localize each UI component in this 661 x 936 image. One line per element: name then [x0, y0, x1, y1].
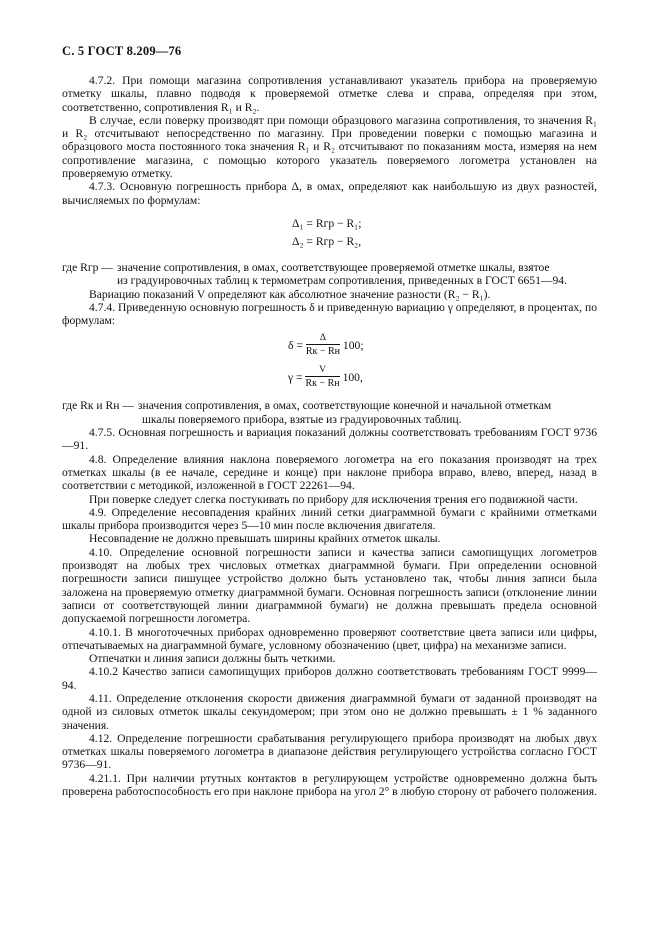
where-cont-rgr: из градуировочных таблиц к термометрам сопротивления, приведенных в ГОСТ 6651—94.: [117, 274, 567, 288]
paragraph-prints: Отпечатки и линия записи должны быть четкими.: [89, 652, 336, 666]
paragraph-4-7-5: 4.7.5. Основная погрешность и вариация показаний должны соответствовать требованиям ГОСТ 9736—91.: [62, 426, 597, 453]
formula-delta-denominator: Rк − Rн: [305, 346, 341, 358]
paragraph-variation: Вариацию показаний V определяют как абсолютное значение разности (R₂ − R₁).: [89, 287, 491, 301]
formula-block-delta: [62, 211, 597, 259]
document-body: [62, 74, 597, 798]
formula-delta-numerator: Δ: [306, 333, 340, 345]
where-text-rgr: значение сопротивления, в омах, соответствующее проверяемой отметке шкалы, взятое: [116, 260, 550, 274]
formula-delta-2: Δ₂ = Rгр − R₂,: [292, 234, 362, 248]
formula-delta-1: Δ₁ = Rгр − R₁;: [292, 216, 362, 230]
paragraph-4-10-1: 4.10.1. В многоточечных приборах одновременно проверяют соответствие цвета записи или цифры, отпечатываемых на диаграммной бумаге, условному обозначению (цвет, цифра) на механизме записи.: [62, 625, 597, 652]
formula-delta-percent: [288, 333, 364, 357]
paragraph-4-11: 4.11. Определение отклонения скорости движения диаграммной бумаги от заданной производят на одной из силовых отметок шкалы секундомером; при этом оно не должно превышать ± 1 % заданного значения.: [62, 691, 597, 732]
where-cont-rk-rn: шкалы поверяемого прибора, взятые из градуировочных таблиц.: [142, 412, 462, 426]
formula-gamma-rhs: 100,: [342, 370, 363, 384]
where-block-rk-rn: [62, 399, 597, 412]
where-label-rgr: где Rгр —: [62, 260, 113, 274]
where-label-rk-rn: где Rк и Rн —: [62, 399, 134, 413]
formula-gamma-lhs: γ =: [288, 370, 303, 384]
formula-gamma-percent: [288, 365, 363, 389]
where-block-rgr: [62, 261, 597, 274]
paragraph-4-7-2: 4.7.2. При помощи магазина сопротивления устанавливают указатель прибора на проверяемую отметку шкалы, плавно подводя к проверяемой отметке слева и справа, определяя при этом, соответственно, сопротивления R₁ и R₂.: [62, 74, 597, 114]
formula-delta-rhs: 100;: [342, 338, 364, 352]
paragraph-4-10: 4.10. Определение основной погрешности записи и качества записи самопищущих логометров производят на любых трех числовых отметках диаграммной бумаги. При определении основной погрешности записи пишущее устройство должно быть установлено так, чтобы линия записи была заложена на проверяемую отметку диаграммной бумаги. Основная погрешность записи (отклонение линии записи от соответствующей линии диаграммной бумаги) не должна превышать предела основной допускаемой погрешности логометра.: [62, 545, 597, 626]
paragraph-magazine: В случае, если поверку производят при помощи образцового магазина сопротивления, то значения R₁ и R₂ отсчитывают непосредственно по магазину. При проведении поверки с помощью магазина и образцового моста постоянного тока значения R₁ и R₂ отсчитывают по показаниям моста, измеряя на нем сопротивление магазина, с помощью которого указатель поверяемого логометра установлен на проверяемую отметку.: [62, 113, 597, 181]
where-text-rk-rn: значения сопротивления, в омах, соответствующие конечной и начальной отметкам: [137, 399, 552, 413]
paragraph-4-10-2: 4.10.2 Качество записи самопищущих приборов должно соответствовать требованиям ГОСТ 9999—94.: [62, 665, 597, 692]
paragraph-tapping: При поверке следует слегка постукивать по прибору для исключения трения его подвижной части.: [89, 492, 578, 506]
paragraph-4-8: 4.8. Определение влияния наклона поверяемого логометра на его показания производят на трех отметках шкалы (в ее начале, середине и конце) при наклоне прибора вправо, влево, вперед, назад в соответствии с методикой, изложенной в ГОСТ 22261—94.: [62, 452, 597, 493]
formula-delta-lhs: δ =: [288, 338, 303, 352]
paragraph-4-7-4: 4.7.4. Приведенную основную погрешность δ и приведенную вариацию γ определяют, в процентах, по формулам:: [62, 300, 597, 328]
formula-block-percent: [62, 329, 597, 397]
page-header: С. 5 ГОСТ 8.209—76: [62, 44, 182, 58]
formula-gamma-denominator: Rк − Rн: [305, 378, 340, 390]
formula-delta-fraction: [306, 333, 340, 357]
paragraph-4-12: 4.12. Определение погрешности срабатывания регулирующего прибора производят на любых двух отметках шкалы поверяемого логометра в диапазоне действия регулирующего устройства согласно ГОСТ 9736—91.: [62, 731, 597, 772]
paragraph-4-21-1: 4.21.1. При наличии ртутных контактов в регулирующем устройстве одновременно должна быть проверена работоспособность его при наклоне прибора на угол 2° в любую сторону от рабочего положения.: [62, 771, 597, 799]
formula-gamma-numerator: V: [305, 365, 339, 377]
paragraph-4-9: 4.9. Определение несовпадения крайних линий сетки диаграммной бумаги с крайними отметками шкалы прибора производится через 5—10 мин после включения двигателя.: [62, 505, 597, 533]
paragraph-4-7-3: 4.7.3. Основную погрешность прибора Δ, в омах, определяют как наибольшую из двух разностей, вычисляемых по формулам:: [62, 180, 597, 207]
formula-gamma-fraction: [305, 365, 339, 389]
paragraph-mismatch: Несовпадение не должно превышать ширины крайних отметок шкалы.: [89, 532, 441, 546]
